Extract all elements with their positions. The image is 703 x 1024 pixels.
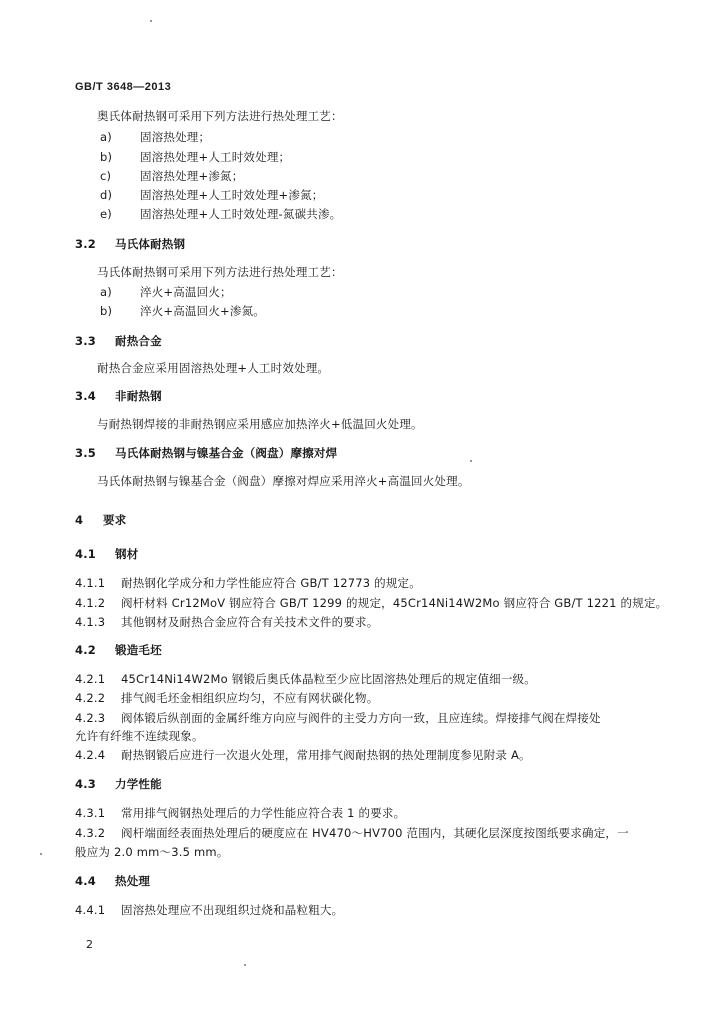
section-heading <box>75 446 337 460</box>
scan-speck <box>470 460 472 462</box>
clause-text: 固溶热处理应不出现组织过烧和晶粒粗大。 <box>121 903 344 917</box>
clause-text: 阀杆材料 Cr12MoV 钢应符合 GB/T 1299 的规定，45Cr14Ni14W2Mo 钢应符合 GB/T 1221 的规定。 <box>121 596 668 610</box>
section-number: 4.3 <box>75 777 96 791</box>
clause-text: 阀杆端面经表面热处理后的硬度应在 HV470～HV700 范围内，其硬化层深度按图纸要求确定，一 <box>121 826 629 840</box>
list-label: b) <box>100 150 113 164</box>
list-text: 淬火+高温回火； <box>140 285 232 299</box>
clause-number: 4.2.2 <box>75 691 106 705</box>
clause <box>75 826 629 840</box>
austenitic-intro: 奥氏体耐热钢可采用下列方法进行热处理工艺： <box>97 109 343 123</box>
section-title: 马氏体耐热钢 <box>115 237 186 251</box>
clause-continuation: 允许有纤维不连续现象。 <box>75 729 204 743</box>
chapter-title: 要求 <box>103 513 127 527</box>
section-title: 马氏体耐热钢与镍基合金（阀盘）摩擦对焊 <box>115 446 338 460</box>
paragraph: 与耐热钢焊接的非耐热钢应采用感应加热淬火+低温回火处理。 <box>97 417 423 431</box>
list-item <box>100 285 232 299</box>
clause <box>75 596 667 610</box>
section-title: 耐热合金 <box>115 334 162 348</box>
clause-text: 阀体锻后纵剖面的金属纤维方向应与阀件的主受力方向一致，且应连续。焊接排气阀在焊接处 <box>121 711 601 725</box>
section-heading <box>75 389 162 403</box>
section-number: 4.2 <box>75 643 96 657</box>
list-label: a) <box>100 130 112 144</box>
section-heading <box>75 237 185 251</box>
list-label: e) <box>100 207 112 221</box>
section-title: 锻造毛坯 <box>115 643 162 657</box>
list-item <box>100 130 210 144</box>
list-item <box>100 169 243 183</box>
section-title: 力学性能 <box>115 777 162 791</box>
paragraph: 马氏体耐热钢与镍基合金（阀盘）摩擦对焊应采用淬火+高温回火处理。 <box>97 474 470 488</box>
clause <box>75 711 601 725</box>
clause-number: 4.3.1 <box>75 806 106 820</box>
section-heading <box>75 874 150 888</box>
list-text: 固溶热处理+人工时效处理-氮碳共渗。 <box>140 207 342 221</box>
page-number: 2 <box>86 938 94 951</box>
section-heading <box>75 547 138 561</box>
clause-number: 4.2.4 <box>75 748 106 762</box>
clause-number: 4.1.3 <box>75 615 106 629</box>
section-heading <box>75 643 162 657</box>
list-label: b) <box>100 304 113 318</box>
clause <box>75 615 378 629</box>
clause-text: 常用排气阀钢热处理后的力学性能应符合表 1 的要求。 <box>121 806 406 820</box>
clause-number: 4.2.3 <box>75 711 106 725</box>
paragraph: 耐热合金应采用固溶热处理+人工时效处理。 <box>97 361 330 375</box>
list-item <box>100 304 265 318</box>
clause <box>75 576 421 590</box>
section-heading <box>75 334 162 348</box>
list-item <box>100 188 323 202</box>
section-number: 3.4 <box>75 389 96 403</box>
paragraph: 马氏体耐热钢可采用下列方法进行热处理工艺： <box>97 265 343 279</box>
scan-speck <box>150 20 152 22</box>
list-label: c) <box>100 169 112 183</box>
list-label: d) <box>100 188 113 202</box>
clause <box>75 903 343 917</box>
clause-number: 4.1.2 <box>75 596 106 610</box>
scan-speck <box>40 853 42 855</box>
section-number: 3.5 <box>75 446 96 460</box>
clause-text: 其他钢材及耐热合金应符合有关技术文件的要求。 <box>121 615 379 629</box>
clause <box>75 672 536 686</box>
chapter-heading <box>75 513 126 527</box>
list-label: a) <box>100 285 112 299</box>
section-title: 热处理 <box>115 874 151 888</box>
standard-code: GB/T 3648—2013 <box>75 81 172 93</box>
clause-number: 4.2.1 <box>75 672 106 686</box>
list-item <box>100 150 290 164</box>
list-text: 固溶热处理+人工时效处理+渗氮； <box>140 188 324 202</box>
section-number: 4.1 <box>75 547 96 561</box>
clause-number: 4.1.1 <box>75 576 106 590</box>
clause <box>75 806 405 820</box>
list-text: 固溶热处理； <box>140 130 211 144</box>
clause-number: 4.4.1 <box>75 903 106 917</box>
clause-text: 耐热钢锻后应进行一次退火处理，常用排气阀耐热钢的热处理制度参见附录 A。 <box>121 748 531 762</box>
list-text: 淬火+高温回火+渗氮。 <box>140 304 265 318</box>
section-number: 4.4 <box>75 874 96 888</box>
clause-text: 耐热钢化学成分和力学性能应符合 GB/T 12773 的规定。 <box>121 576 421 590</box>
clause <box>75 691 378 705</box>
clause-text: 排气阀毛坯金相组织应均匀，不应有网状碳化物。 <box>121 691 379 705</box>
list-text: 固溶热处理+渗氮； <box>140 169 244 183</box>
clause-text: 45Cr14Ni14W2Mo 钢锻后奥氏体晶粒至少应比固溶热处理后的规定值细一级。 <box>121 672 536 686</box>
section-title: 非耐热钢 <box>115 389 162 403</box>
clause <box>75 748 531 762</box>
chapter-number: 4 <box>75 513 84 527</box>
list-item <box>100 207 341 221</box>
section-title: 钢材 <box>115 547 139 561</box>
section-number: 3.3 <box>75 334 96 348</box>
clause-number: 4.3.2 <box>75 826 106 840</box>
section-heading <box>75 777 162 791</box>
scan-speck <box>244 964 246 966</box>
section-number: 3.2 <box>75 237 96 251</box>
clause-continuation: 般应为 2.0 mm～3.5 mm。 <box>75 845 229 859</box>
list-text: 固溶热处理+人工时效处理； <box>140 150 291 164</box>
